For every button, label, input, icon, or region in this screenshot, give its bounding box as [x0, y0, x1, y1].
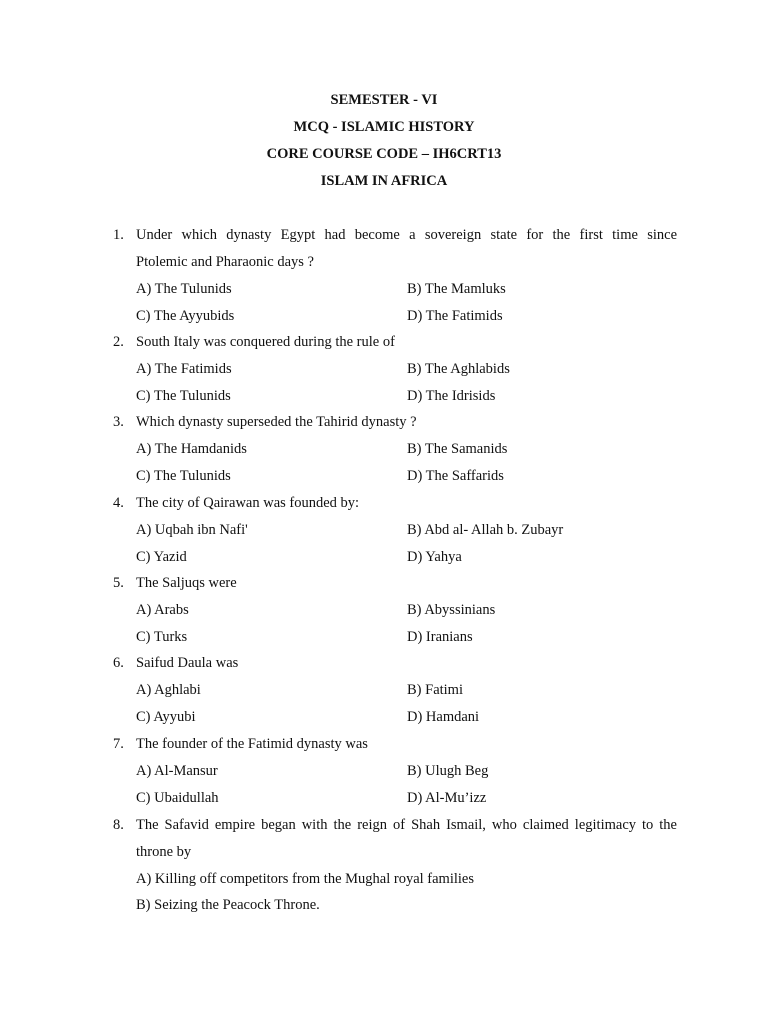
- option-b: B) Fatimi: [407, 682, 463, 698]
- option-a: A) The Fatimids: [136, 361, 232, 377]
- option-d: D) Al-Mu’izz: [407, 790, 487, 806]
- question-text-continued: throne by: [136, 844, 192, 860]
- question-text: The Safavid empire began with the reign of Shah Ismail, who claimed legitimacy to the: [136, 817, 677, 833]
- option-c: C) The Tulunids: [136, 468, 231, 484]
- course-code-heading: CORE COURSE CODE – IH6CRT13: [266, 146, 502, 162]
- option-d: D) Hamdani: [407, 709, 480, 725]
- question-text-continued: Ptolemic and Pharaonic days ?: [136, 254, 314, 270]
- option-a: A) Arabs: [136, 602, 189, 618]
- question-number: 7.: [113, 736, 124, 752]
- option-b: B) Ulugh Beg: [407, 763, 489, 779]
- question-number: 6.: [113, 655, 124, 671]
- option-a: A) Aghlabi: [136, 682, 201, 698]
- option-d: D) The Fatimids: [407, 308, 503, 324]
- option-a: A) The Hamdanids: [136, 441, 247, 457]
- option-c: C) The Tulunids: [136, 388, 231, 404]
- option-a: A) Uqbah ibn Nafi': [136, 522, 248, 538]
- option-c: C) Ayyubi: [136, 709, 196, 725]
- option-d: D) The Idrisids: [407, 388, 496, 404]
- option-c: C) The Ayyubids: [136, 308, 235, 324]
- option-d: D) The Saffarids: [407, 468, 504, 484]
- option-d: D) Yahya: [407, 549, 462, 565]
- question-text: Which dynasty superseded the Tahirid dynasty ?: [136, 414, 417, 430]
- question-number: 1.: [113, 227, 124, 243]
- question-number: 5.: [113, 575, 124, 591]
- question-text: Saifud Daula was: [136, 655, 239, 671]
- option-b: B) Abyssinians: [407, 602, 496, 618]
- question-text: The city of Qairawan was founded by:: [136, 495, 360, 511]
- option-c: C) Turks: [136, 629, 188, 645]
- option-c: C) Ubaidullah: [136, 790, 219, 806]
- question-text: The Saljuqs were: [136, 575, 237, 591]
- option-b: B) Seizing the Peacock Throne.: [136, 897, 320, 913]
- option-a: A) Killing off competitors from the Mughal royal families: [136, 871, 474, 887]
- paper-title-heading: ISLAM IN AFRICA: [320, 173, 448, 189]
- option-b: B) The Aghlabids: [407, 361, 510, 377]
- option-b: B) The Samanids: [407, 441, 508, 457]
- question-text: South Italy was conquered during the rule of: [136, 334, 395, 350]
- subject-heading: MCQ - ISLAMIC HISTORY: [293, 119, 475, 135]
- option-b: B) Abd al- Allah b. Zubayr: [407, 522, 564, 538]
- question-text: The founder of the Fatimid dynasty was: [136, 736, 368, 752]
- question-number: 2.: [113, 334, 124, 350]
- option-d: D) Iranians: [407, 629, 473, 645]
- option-a: A) Al-Mansur: [136, 763, 218, 779]
- option-a: A) The Tulunids: [136, 281, 232, 297]
- question-number: 3.: [113, 414, 124, 430]
- question-text: Under which dynasty Egypt had become a sovereign state for the first time since: [136, 227, 677, 243]
- question-number: 4.: [113, 495, 124, 511]
- question-number: 8.: [113, 817, 124, 833]
- option-c: C) Yazid: [136, 549, 187, 565]
- option-b: B) The Mamluks: [407, 281, 506, 297]
- semester-heading: SEMESTER - VI: [330, 92, 438, 108]
